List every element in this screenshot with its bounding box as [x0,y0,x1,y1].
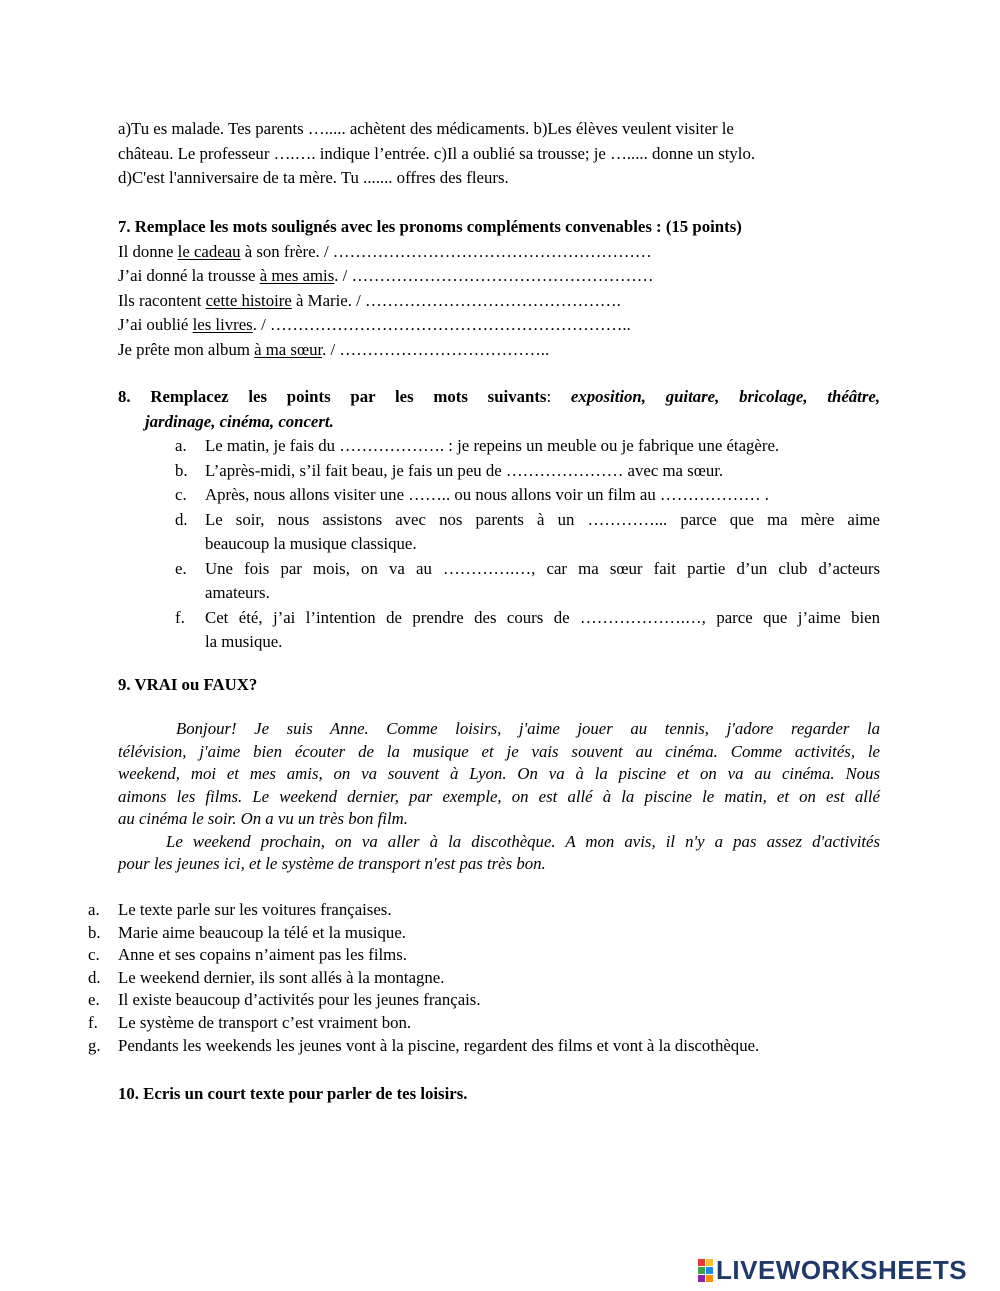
q9-statement [88,989,918,1012]
q8-item-label: f. [175,607,185,627]
liveworksheets-logo-icon [698,1259,713,1282]
q8-item-label: c. [175,485,187,504]
intro-block [118,117,880,191]
q9-statement-text: Le texte parle sur les voitures françaises. [118,900,392,919]
logo-square [706,1275,713,1282]
q9-statement-label: b. [88,922,101,942]
q8-item [175,483,880,508]
q8-item-text: Cet été, j’ai l’intention de prendre des cours de ……………….…, parce que j’aime bien [205,607,880,627]
intro-line: château. Le professeur ….…. indique l’entrée. c)Il a oublié sa trousse; je …..... donne un stylo. [118,143,756,163]
q7-row-post: . / ……………………………………………………….. [252,315,631,334]
q8-item-label: e. [175,558,187,578]
q9-statement-label: a. [88,900,100,919]
q7-row-post: . / ……………………………….. [322,339,550,359]
q7-row-pre: Je prête mon album [118,339,255,359]
q9-statements [88,899,918,1057]
q9-statement-text: Il existe beaucoup d’activités pour les jeunes français. [118,990,481,1010]
intro-line: a)Tu es malade. Tes parents …..... achètent des médicaments. b)Les élèves veulent visiter le [118,119,734,138]
q9-text-line: weekend, moi et mes amis, on va souvent à Lyon. On va à la piscine et on va au cinéma. Nous [118,764,880,783]
q8-item-text: amateurs. [205,583,270,602]
q8-item-text: Le soir, nous assistons avec nos parents à un …………... parce que ma mère aime [205,509,880,529]
q8-item-text: la musique. [205,632,283,651]
logo-square [698,1267,705,1274]
question-10-title: 10. Ecris un court texte pour parler de tes loisirs. [118,1084,468,1103]
q8-item-text: Une fois par mois, on va au ………….…, car ma sœur fait partie d’un club d’acteurs [205,558,880,578]
q9-statement-label: g. [88,1035,101,1055]
q9-statement-text: Le weekend dernier, ils sont allés à la montagne. [118,967,445,987]
q8-item [175,434,880,459]
q9-statement-label: e. [88,990,100,1010]
q7-row-post: . / ……………………………………………… [334,266,654,285]
q8-item-text: Après, nous allons visiter une …….. ou nous allons voir un film au ……………… . [205,485,769,504]
question-8 [118,385,880,655]
q7-row-underlined: à ma sœur [254,339,323,359]
logo-square [698,1275,705,1282]
q9-text-line: aimons les films. Le weekend dernier, par exemple, on est allé à la piscine le matin, et on est allé [118,786,880,806]
question-7 [118,215,880,362]
q9-statement [88,1012,918,1035]
q8-title-prefix: 8. Remplacez les points par les mots suivants [118,387,547,406]
q9-text-line: télévision, j'aime bien écouter de la musique et je vais souvent au cinéma. Comme activités, le [118,741,880,761]
logo-square [706,1267,713,1274]
q7-row [118,313,880,338]
q7-row-post: à son frère. / ………………………………………………… [240,241,652,261]
q9-statement-label: c. [88,945,100,965]
question-10 [118,1082,880,1107]
q7-row-underlined: les livres [192,315,253,334]
q9-statement [88,899,918,922]
q8-title-words: exposition, guitare, bricolage, théâtre, [570,387,881,406]
q7-row [118,264,880,289]
q9-reading-text [118,718,880,876]
liveworksheets-logo-text: LIVEWORKSHEETS [716,1254,968,1285]
q7-row-underlined: le cadeau [177,241,241,261]
q9-text-line: au cinéma le soir. On a vu un très bon film. [118,809,408,828]
q7-row-post: à Marie. / ………………………………………. [291,290,621,310]
q7-row-pre: Il donne [118,241,178,261]
q9-statement [88,922,918,945]
question-8-title-line1 [118,385,880,410]
q9-statement-text: Marie aime beaucoup la télé et la musique. [118,922,406,942]
q9-statement [88,944,918,967]
q8-title-colon: : [546,387,571,406]
q7-row [118,338,880,363]
q8-item [175,459,880,484]
q9-text-line: pour les jeunes ici, et le système de transport n'est pas très bon. [118,854,546,873]
q9-statement-text: Pendants les weekends les jeunes vont à la piscine, regardent des films et vont à la discothèque. [118,1035,760,1055]
q7-row-pre: J’ai donné la trousse [118,266,260,285]
question-9-title: 9. VRAI ou FAUX? [118,675,258,694]
q9-text-line: Le weekend prochain, on va aller à la discothèque. A mon avis, il n'y a pas assez d'activités [166,831,880,851]
q8-item-label: a. [175,436,187,455]
q8-item-text: L’après-midi, s’il fait beau, je fais un peu de ………………… avec ma sœur. [205,460,724,480]
logo-square [706,1259,713,1266]
liveworksheets-logo [698,1255,998,1285]
q9-statement-label: f. [88,1012,98,1032]
question-7-title: 7. Remplace les mots soulignés avec les pronoms compléments convenables : (15 points) [118,217,742,236]
q7-row-underlined: à mes amis [259,266,335,285]
q8-item-label: d. [175,509,188,529]
q7-row-underlined: cette histoire [205,290,292,310]
q9-statement-label: d. [88,967,101,987]
q9-statement-text: Le système de transport c’est vraiment bon. [118,1012,412,1032]
q9-text-line: Bonjour! Je suis Anne. Comme loisirs, j'aime jouer au tennis, j'adore regarder la [176,719,880,738]
q9-statement [88,1035,918,1058]
q8-item [175,508,880,557]
q9-statement [88,967,918,990]
q7-row [118,289,880,314]
question-9 [118,673,880,698]
q8-items [175,434,880,655]
q7-row [118,240,880,265]
q8-item-text: beaucoup la musique classique. [205,534,417,553]
q7-row-pre: J’ai oublié [118,315,193,334]
logo-square [698,1259,705,1266]
q8-item-label: b. [175,460,188,480]
intro-line: d)C'est l'anniversaire de ta mère. Tu ....... offres des fleurs. [118,168,509,187]
q9-statement-text: Anne et ses copains n’aiment pas les films. [118,945,407,965]
q8-item [175,557,880,606]
question-8-title-line2: jardinage, cinéma, concert. [145,411,334,431]
q8-item-text: Le matin, je fais du ………………. : je repeins un meuble ou je fabrique une étagère. [205,436,780,455]
q7-row-pre: Ils racontent [118,290,206,310]
q8-item [175,606,880,655]
